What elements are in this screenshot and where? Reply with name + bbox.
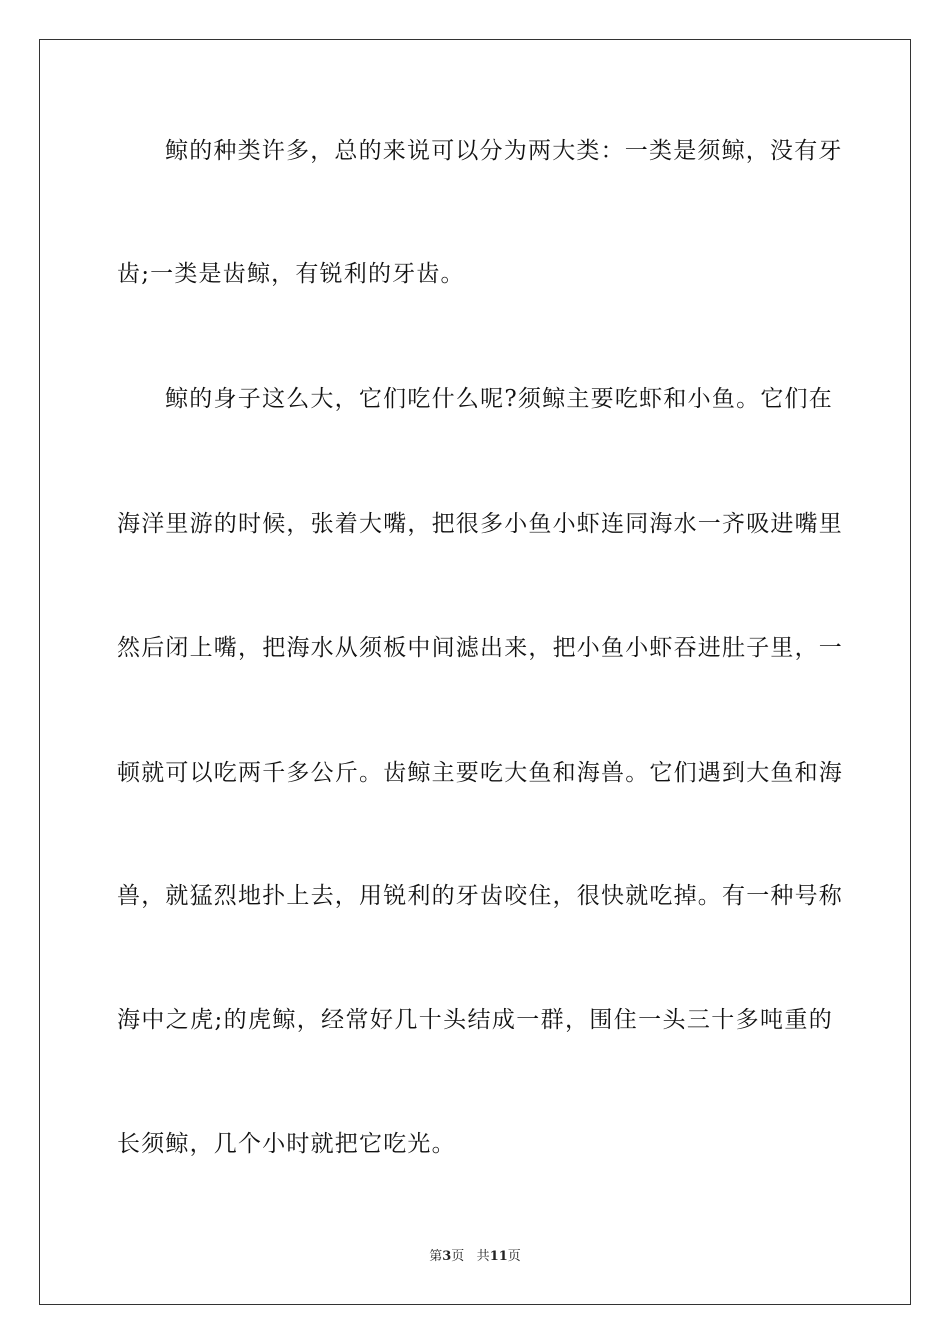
current-page-number: 3: [442, 1249, 452, 1264]
paragraph-1-line-1: 鲸的种类许多，总的来说可以分为两大类：一类是须鲸，没有牙: [165, 138, 843, 164]
page-border: [39, 39, 911, 1305]
paragraph-2-line-5: 兽，就猛烈地扑上去，用锐利的牙齿咬住，很快就吃掉。有一种号称: [117, 883, 843, 909]
paragraph-2-line-7: 长须鲸，几个小时就把它吃光。: [117, 1131, 456, 1157]
total-prefix: 共: [476, 1249, 490, 1264]
total-page-number: 11: [489, 1249, 508, 1264]
paragraph-2-line-3: 然后闭上嘴，把海水从须板中间滤出来，把小鱼小虾吞进肚子里，一: [117, 635, 843, 661]
paragraph-2-line-1: 鲸的身子这么大，它们吃什么呢?须鲸主要吃虾和小鱼。它们在: [165, 386, 833, 412]
page-unit: 页: [451, 1249, 465, 1264]
paragraph-2-line-4: 顿就可以吃两千多公斤。齿鲸主要吃大鱼和海兽。它们遇到大鱼和海: [117, 760, 843, 786]
total-unit: 页: [507, 1249, 521, 1264]
paragraph-1-line-2: 齿;一类是齿鲸，有锐利的牙齿。: [117, 261, 465, 287]
paragraph-2-line-6: 海中之虎;的虎鲸，经常好几十头结成一群，围住一头三十多吨重的: [117, 1007, 833, 1033]
page-footer: [0, 1249, 950, 1265]
page-prefix: 第: [429, 1249, 443, 1264]
paragraph-2-line-2: 海洋里游的时候，张着大嘴，把很多小鱼小虾连同海水一齐吸进嘴里: [117, 511, 843, 537]
